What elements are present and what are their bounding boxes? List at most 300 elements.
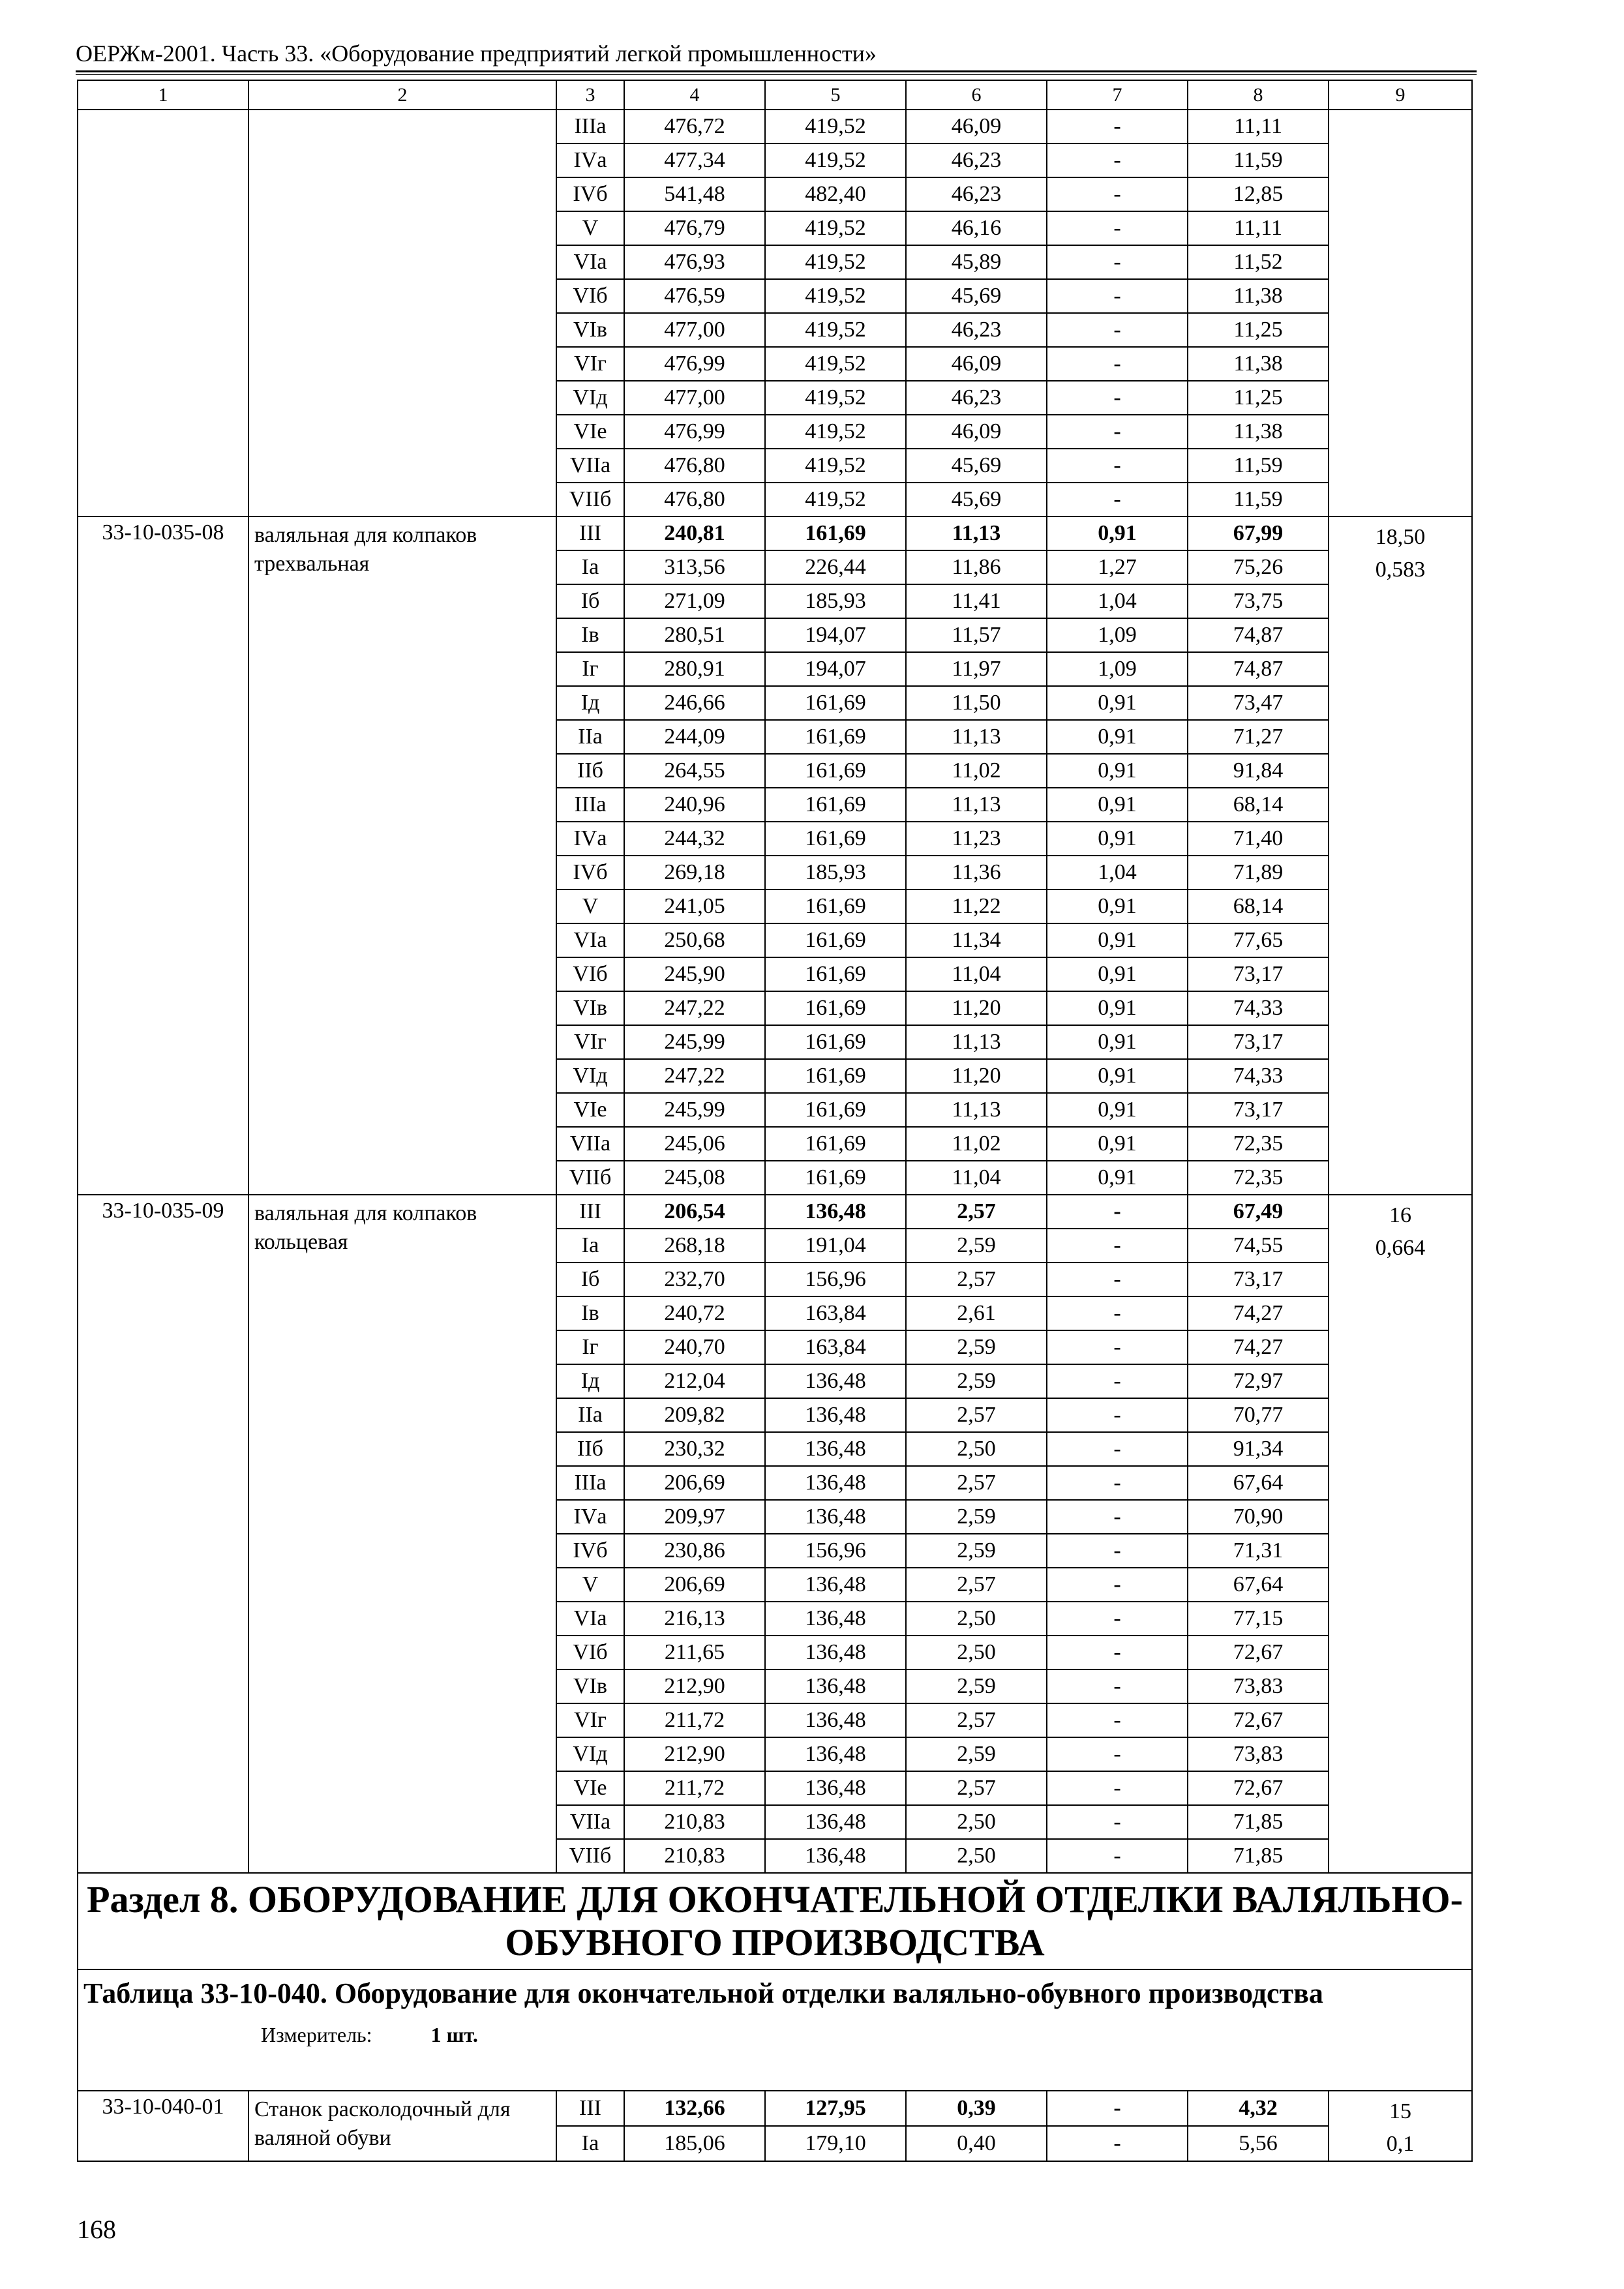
zone-cell: Iв <box>556 618 624 652</box>
mass-cell <box>1329 110 1472 516</box>
value-cell: - <box>1047 1398 1188 1432</box>
value-cell: - <box>1047 211 1188 245</box>
value-cell: 161,69 <box>765 788 906 822</box>
zone-cell: III <box>556 516 624 550</box>
value-cell: 71,85 <box>1188 1805 1329 1839</box>
value-cell: 73,47 <box>1188 686 1329 720</box>
value-cell: 240,96 <box>624 788 765 822</box>
value-cell: 2,59 <box>906 1534 1047 1568</box>
value-cell: 0,91 <box>1047 516 1188 550</box>
zone-cell: V <box>556 890 624 923</box>
value-cell: 11,59 <box>1188 449 1329 483</box>
value-cell: 2,57 <box>906 1466 1047 1500</box>
value-cell: 11,11 <box>1188 110 1329 143</box>
value-cell: 11,22 <box>906 890 1047 923</box>
value-cell: 161,69 <box>765 1161 906 1195</box>
value-cell: 2,50 <box>906 1839 1047 1873</box>
value-cell: - <box>1047 483 1188 516</box>
value-cell: 71,31 <box>1188 1534 1329 1568</box>
zone-cell: VIв <box>556 1669 624 1703</box>
value-cell: 2,57 <box>906 1398 1047 1432</box>
value-cell: 541,48 <box>624 177 765 211</box>
zone-cell: VIд <box>556 1059 624 1093</box>
value-cell: 11,13 <box>906 1025 1047 1059</box>
value-cell: 2,59 <box>906 1229 1047 1263</box>
value-cell: 11,04 <box>906 957 1047 991</box>
value-cell: - <box>1047 2091 1188 2126</box>
zone-cell: VIд <box>556 1737 624 1771</box>
value-cell: 211,72 <box>624 1771 765 1805</box>
value-cell: 230,32 <box>624 1432 765 1466</box>
value-cell: 73,17 <box>1188 957 1329 991</box>
value-cell: 1,04 <box>1047 856 1188 890</box>
value-cell: 74,87 <box>1188 652 1329 686</box>
value-cell: 0,91 <box>1047 822 1188 856</box>
value-cell: 67,99 <box>1188 516 1329 550</box>
zone-cell: IVа <box>556 1500 624 1534</box>
value-cell: 476,59 <box>624 279 765 313</box>
value-cell: 245,99 <box>624 1025 765 1059</box>
value-cell: 136,48 <box>765 1805 906 1839</box>
value-cell: 268,18 <box>624 1229 765 1263</box>
value-cell: 212,04 <box>624 1364 765 1398</box>
table-heading-row <box>78 1969 1472 2091</box>
column-number: 5 <box>765 80 906 110</box>
table-heading <box>78 1969 1472 2091</box>
value-cell: 1,09 <box>1047 618 1188 652</box>
value-cell: 11,23 <box>906 822 1047 856</box>
value-cell: 136,48 <box>765 1636 906 1669</box>
value-cell: 2,57 <box>906 1195 1047 1229</box>
value-cell: 74,27 <box>1188 1330 1329 1364</box>
value-cell: 74,55 <box>1188 1229 1329 1263</box>
zone-cell: VIе <box>556 415 624 449</box>
value-cell: 11,25 <box>1188 313 1329 347</box>
page-number: 168 <box>77 2215 116 2244</box>
value-cell: - <box>1047 1195 1188 1229</box>
value-cell: 2,57 <box>906 1263 1047 1296</box>
value-cell: 0,91 <box>1047 1025 1188 1059</box>
value-cell: 280,51 <box>624 618 765 652</box>
value-cell: 0,91 <box>1047 1161 1188 1195</box>
value-cell: - <box>1047 449 1188 483</box>
header-rule-thin <box>76 74 1477 75</box>
value-cell: 2,57 <box>906 1703 1047 1737</box>
value-cell: - <box>1047 1771 1188 1805</box>
table-row <box>78 2091 1472 2126</box>
value-cell: 161,69 <box>765 720 906 754</box>
value-cell: 244,09 <box>624 720 765 754</box>
value-cell: 127,95 <box>765 2091 906 2126</box>
mass-value: 16 <box>1389 1203 1411 1227</box>
zone-cell: Iа <box>556 1229 624 1263</box>
value-cell: - <box>1047 1568 1188 1602</box>
value-cell: 45,69 <box>906 279 1047 313</box>
zone-cell: VIа <box>556 1602 624 1636</box>
value-cell: 280,91 <box>624 652 765 686</box>
table-row <box>78 516 1472 550</box>
value-cell: 45,69 <box>906 449 1047 483</box>
value-cell: 11,36 <box>906 856 1047 890</box>
value-cell: 74,33 <box>1188 1059 1329 1093</box>
zone-cell: IIIа <box>556 788 624 822</box>
value-cell: 11,38 <box>1188 415 1329 449</box>
rate-code: 33-10-035-09 <box>78 1195 248 1873</box>
table-title: Таблица 33-10-040. Оборудование для окончательной отделки валяльно-обувного производства <box>83 1977 1323 2009</box>
value-cell: 68,14 <box>1188 890 1329 923</box>
value-cell: 73,75 <box>1188 584 1329 618</box>
zone-cell: VIе <box>556 1771 624 1805</box>
value-cell: 477,34 <box>624 143 765 177</box>
value-cell: 73,83 <box>1188 1669 1329 1703</box>
value-cell: 209,82 <box>624 1398 765 1432</box>
value-cell: 245,08 <box>624 1161 765 1195</box>
column-number: 7 <box>1047 80 1188 110</box>
value-cell: 46,23 <box>906 381 1047 415</box>
value-cell: 161,69 <box>765 957 906 991</box>
zone-cell: Iг <box>556 652 624 686</box>
value-cell: - <box>1047 1602 1188 1636</box>
zone-cell: IIа <box>556 1398 624 1432</box>
value-cell: 419,52 <box>765 143 906 177</box>
value-cell: 419,52 <box>765 347 906 381</box>
mass-cell <box>1329 2091 1472 2161</box>
value-cell: 46,23 <box>906 143 1047 177</box>
value-cell: 477,00 <box>624 313 765 347</box>
zone-cell: IIа <box>556 720 624 754</box>
value-cell: 136,48 <box>765 1466 906 1500</box>
measure-label: Измеритель: <box>261 2023 372 2046</box>
value-cell: 72,67 <box>1188 1636 1329 1669</box>
value-cell: 2,50 <box>906 1636 1047 1669</box>
value-cell: 194,07 <box>765 652 906 686</box>
value-cell: 0,91 <box>1047 890 1188 923</box>
zone-cell: VIв <box>556 991 624 1025</box>
zone-cell: VIб <box>556 279 624 313</box>
value-cell: - <box>1047 1636 1188 1669</box>
value-cell: 2,59 <box>906 1330 1047 1364</box>
value-cell: 0,91 <box>1047 720 1188 754</box>
value-cell: - <box>1047 1669 1188 1703</box>
value-cell: 0,91 <box>1047 1059 1188 1093</box>
value-cell: - <box>1047 381 1188 415</box>
value-cell: 0,91 <box>1047 957 1188 991</box>
zone-cell: VIа <box>556 923 624 957</box>
value-cell: 70,90 <box>1188 1500 1329 1534</box>
value-cell: 4,32 <box>1188 2091 1329 2126</box>
value-cell: 73,17 <box>1188 1025 1329 1059</box>
value-cell: 74,87 <box>1188 618 1329 652</box>
column-number: 8 <box>1188 80 1329 110</box>
value-cell: 71,40 <box>1188 822 1329 856</box>
value-cell: 185,93 <box>765 856 906 890</box>
zone-cell: VIг <box>556 1025 624 1059</box>
value-cell: 209,97 <box>624 1500 765 1534</box>
value-cell: 271,09 <box>624 584 765 618</box>
value-cell: 241,05 <box>624 890 765 923</box>
value-cell: 163,84 <box>765 1296 906 1330</box>
zone-cell: Iа <box>556 2126 624 2161</box>
value-cell: 11,04 <box>906 1161 1047 1195</box>
value-cell: 211,72 <box>624 1703 765 1737</box>
section-row <box>78 1873 1472 1969</box>
zone-cell: VIIб <box>556 483 624 516</box>
value-cell: 476,79 <box>624 211 765 245</box>
column-number: 3 <box>556 80 624 110</box>
value-cell: 5,56 <box>1188 2126 1329 2161</box>
value-cell: 210,83 <box>624 1839 765 1873</box>
value-cell: 136,48 <box>765 1771 906 1805</box>
value-cell: 73,17 <box>1188 1263 1329 1296</box>
value-cell: 136,48 <box>765 1703 906 1737</box>
value-cell: 11,59 <box>1188 143 1329 177</box>
value-cell: 313,56 <box>624 550 765 584</box>
value-cell: - <box>1047 1805 1188 1839</box>
value-cell: 191,04 <box>765 1229 906 1263</box>
value-cell: 477,00 <box>624 381 765 415</box>
value-cell: 2,61 <box>906 1296 1047 1330</box>
value-cell: - <box>1047 143 1188 177</box>
zone-cell: VIв <box>556 313 624 347</box>
section-title: Раздел 8. ОБОРУДОВАНИЕ ДЛЯ ОКОНЧАТЕЛЬНОЙ ОТДЕЛКИ ВАЛЯЛЬНО-ОБУВНОГО ПРОИЗВОДСТВА <box>78 1873 1472 1969</box>
value-cell: 74,27 <box>1188 1296 1329 1330</box>
zone-cell: V <box>556 1568 624 1602</box>
value-cell: 2,50 <box>906 1602 1047 1636</box>
value-cell: 0,91 <box>1047 923 1188 957</box>
value-cell: 476,72 <box>624 110 765 143</box>
value-cell: 2,57 <box>906 1771 1047 1805</box>
value-cell: 74,33 <box>1188 991 1329 1025</box>
value-cell: 11,13 <box>906 788 1047 822</box>
value-cell: 11,59 <box>1188 483 1329 516</box>
value-cell: 11,02 <box>906 754 1047 788</box>
equipment-name <box>248 110 556 516</box>
value-cell: - <box>1047 245 1188 279</box>
value-cell: 2,59 <box>906 1669 1047 1703</box>
value-cell: 2,59 <box>906 1500 1047 1534</box>
value-cell: 161,69 <box>765 991 906 1025</box>
mass-value: 18,50 <box>1375 525 1426 549</box>
table-row <box>78 110 1472 143</box>
value-cell: 230,86 <box>624 1534 765 1568</box>
value-cell: 419,52 <box>765 211 906 245</box>
value-cell: 46,09 <box>906 110 1047 143</box>
value-cell: 476,80 <box>624 483 765 516</box>
value-cell: 67,64 <box>1188 1568 1329 1602</box>
value-cell: 245,90 <box>624 957 765 991</box>
value-cell: 246,66 <box>624 686 765 720</box>
value-cell: 185,06 <box>624 2126 765 2161</box>
value-cell: 11,02 <box>906 1127 1047 1161</box>
value-cell: 72,35 <box>1188 1161 1329 1195</box>
column-number-row <box>78 80 1472 110</box>
value-cell: 11,57 <box>906 618 1047 652</box>
value-cell: 179,10 <box>765 2126 906 2161</box>
value-cell: 77,15 <box>1188 1602 1329 1636</box>
value-cell: 264,55 <box>624 754 765 788</box>
zone-cell: IVб <box>556 1534 624 1568</box>
value-cell: 0,91 <box>1047 788 1188 822</box>
zone-cell: VIIа <box>556 449 624 483</box>
value-cell: 0,91 <box>1047 1093 1188 1127</box>
value-cell: 2,57 <box>906 1568 1047 1602</box>
value-cell: 419,52 <box>765 110 906 143</box>
value-cell: 161,69 <box>765 754 906 788</box>
table-row <box>78 1195 1472 1229</box>
value-cell: 11,52 <box>1188 245 1329 279</box>
value-cell: 210,83 <box>624 1805 765 1839</box>
value-cell: 70,77 <box>1188 1398 1329 1432</box>
value-cell: 476,99 <box>624 415 765 449</box>
value-cell: 161,69 <box>765 686 906 720</box>
value-cell: 269,18 <box>624 856 765 890</box>
value-cell: 163,84 <box>765 1330 906 1364</box>
value-cell: 132,66 <box>624 2091 765 2126</box>
value-cell: 11,11 <box>1188 211 1329 245</box>
value-cell: 250,68 <box>624 923 765 957</box>
value-cell: 0,40 <box>906 2126 1047 2161</box>
value-cell: - <box>1047 347 1188 381</box>
value-cell: 71,27 <box>1188 720 1329 754</box>
value-cell: 245,06 <box>624 1127 765 1161</box>
rate-code: 33-10-040-01 <box>78 2091 248 2161</box>
value-cell: 1,04 <box>1047 584 1188 618</box>
value-cell: 46,23 <box>906 177 1047 211</box>
value-cell: 476,80 <box>624 449 765 483</box>
value-cell: 194,07 <box>765 618 906 652</box>
value-cell: 206,54 <box>624 1195 765 1229</box>
value-cell: 0,91 <box>1047 1127 1188 1161</box>
mass-cell <box>1329 516 1472 1195</box>
value-cell: 482,40 <box>765 177 906 211</box>
value-cell: 11,13 <box>906 516 1047 550</box>
zone-cell: Iа <box>556 550 624 584</box>
value-cell: 45,89 <box>906 245 1047 279</box>
mass-value: 0,583 <box>1375 558 1426 582</box>
value-cell: - <box>1047 1839 1188 1873</box>
value-cell: 161,69 <box>765 822 906 856</box>
value-cell: 71,89 <box>1188 856 1329 890</box>
zone-cell: IIб <box>556 1432 624 1466</box>
equipment-name: Станок расколодочный для валяной обуви <box>248 2091 556 2161</box>
value-cell: - <box>1047 1500 1188 1534</box>
value-cell: 419,52 <box>765 381 906 415</box>
zone-cell: VIг <box>556 1703 624 1737</box>
value-cell: 11,13 <box>906 720 1047 754</box>
zone-cell: VIг <box>556 347 624 381</box>
column-number: 9 <box>1329 80 1472 110</box>
value-cell: 11,41 <box>906 584 1047 618</box>
value-cell: 226,44 <box>765 550 906 584</box>
value-cell: 11,13 <box>906 1093 1047 1127</box>
value-cell: 136,48 <box>765 1195 906 1229</box>
value-cell: 206,69 <box>624 1466 765 1500</box>
value-cell: 156,96 <box>765 1534 906 1568</box>
value-cell: 11,34 <box>906 923 1047 957</box>
value-cell: 11,38 <box>1188 279 1329 313</box>
value-cell: 419,52 <box>765 415 906 449</box>
value-cell: 12,85 <box>1188 177 1329 211</box>
value-cell: 73,83 <box>1188 1737 1329 1771</box>
value-cell: 136,48 <box>765 1500 906 1534</box>
value-cell: - <box>1047 1534 1188 1568</box>
header-rule <box>76 70 1477 72</box>
measure-line <box>83 2022 1466 2047</box>
value-cell: 2,50 <box>906 1432 1047 1466</box>
value-cell: 136,48 <box>765 1398 906 1432</box>
value-cell: 0,91 <box>1047 991 1188 1025</box>
value-cell: - <box>1047 1296 1188 1330</box>
value-cell: 72,97 <box>1188 1364 1329 1398</box>
value-cell: 46,16 <box>906 211 1047 245</box>
zone-cell: Iб <box>556 584 624 618</box>
value-cell: 67,64 <box>1188 1466 1329 1500</box>
zone-cell: V <box>556 211 624 245</box>
value-cell: 476,93 <box>624 245 765 279</box>
value-cell: 11,20 <box>906 991 1047 1025</box>
value-cell: 206,69 <box>624 1568 765 1602</box>
measure-value: 1 шт. <box>430 2023 478 2046</box>
zone-cell: VIа <box>556 245 624 279</box>
value-cell: 91,84 <box>1188 754 1329 788</box>
value-cell: 11,50 <box>906 686 1047 720</box>
value-cell: 46,09 <box>906 415 1047 449</box>
value-cell: 72,35 <box>1188 1127 1329 1161</box>
value-cell: - <box>1047 313 1188 347</box>
zone-cell: Iв <box>556 1296 624 1330</box>
mass-value: 15 <box>1389 2099 1411 2123</box>
value-cell: - <box>1047 1229 1188 1263</box>
value-cell: - <box>1047 1330 1188 1364</box>
value-cell: 68,14 <box>1188 788 1329 822</box>
value-cell: 244,32 <box>624 822 765 856</box>
value-cell: 136,48 <box>765 1839 906 1873</box>
value-cell: 11,20 <box>906 1059 1047 1093</box>
value-cell: 46,09 <box>906 347 1047 381</box>
zone-cell: VIIа <box>556 1805 624 1839</box>
value-cell: - <box>1047 1364 1188 1398</box>
value-cell: 161,69 <box>765 1093 906 1127</box>
value-cell: 77,65 <box>1188 923 1329 957</box>
zone-cell: VIIб <box>556 1161 624 1195</box>
value-cell: - <box>1047 177 1188 211</box>
value-cell: 136,48 <box>765 1737 906 1771</box>
column-number: 4 <box>624 80 765 110</box>
value-cell: 419,52 <box>765 449 906 483</box>
value-cell: 136,48 <box>765 1669 906 1703</box>
value-cell: 212,90 <box>624 1669 765 1703</box>
value-cell: 161,69 <box>765 890 906 923</box>
value-cell: 73,17 <box>1188 1093 1329 1127</box>
zone-cell: IVа <box>556 143 624 177</box>
value-cell: 1,09 <box>1047 652 1188 686</box>
value-cell: 419,52 <box>765 245 906 279</box>
zone-cell: IIIа <box>556 1466 624 1500</box>
value-cell: 46,23 <box>906 313 1047 347</box>
value-cell: 11,38 <box>1188 347 1329 381</box>
value-cell: 72,67 <box>1188 1771 1329 1805</box>
value-cell: - <box>1047 110 1188 143</box>
value-cell: 161,69 <box>765 516 906 550</box>
value-cell: 75,26 <box>1188 550 1329 584</box>
column-number: 2 <box>248 80 556 110</box>
running-header: ОЕРЖм-2001. Часть 33. «Оборудование предприятий легкой промышленности» <box>76 40 877 67</box>
zone-cell: IIIа <box>556 110 624 143</box>
value-cell: 232,70 <box>624 1263 765 1296</box>
value-cell: - <box>1047 1703 1188 1737</box>
value-cell: 0,91 <box>1047 686 1188 720</box>
zone-cell: III <box>556 1195 624 1229</box>
